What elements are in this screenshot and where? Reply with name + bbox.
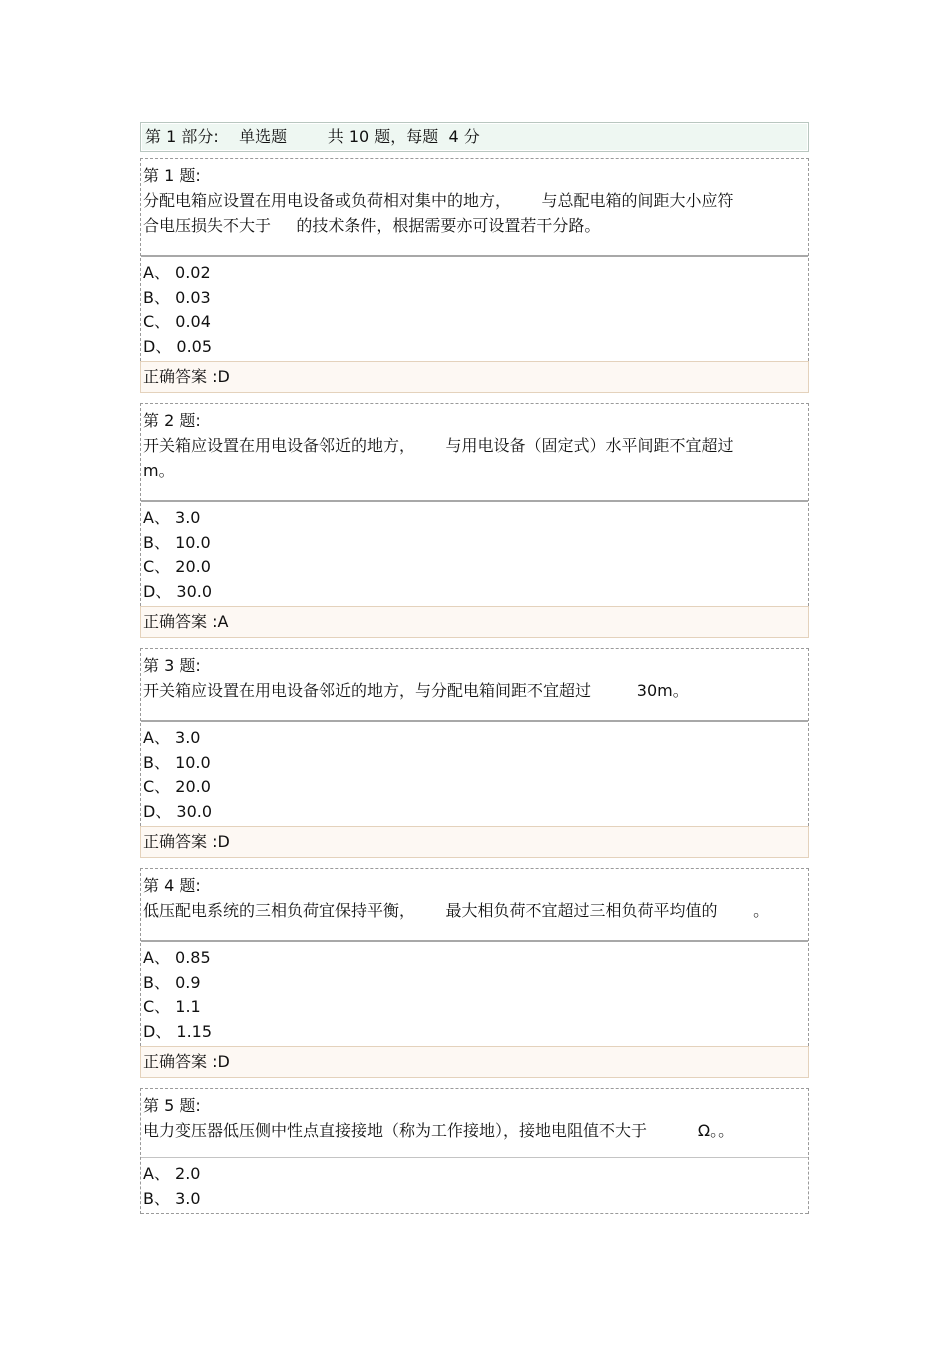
- option-a[interactable]: A、 3.0: [143, 728, 201, 747]
- option-a[interactable]: A、 0.02: [143, 263, 211, 282]
- question-number: 第 2 题:: [143, 411, 201, 430]
- options-list: [141, 500, 808, 606]
- question-4: [140, 868, 809, 1046]
- options-list: [141, 720, 808, 826]
- question-number: 第 5 题:: [143, 1096, 201, 1115]
- question-2: [140, 403, 809, 606]
- stem-line: m。: [143, 461, 175, 480]
- option-b[interactable]: B、 3.0: [143, 1188, 201, 1208]
- option-c[interactable]: C、 0.04: [143, 312, 211, 331]
- option-b[interactable]: B、 0.03: [143, 287, 211, 307]
- stem-line: 开关箱应设置在用电设备邻近的地方， 与用电设备（固定式）水平间距不宜超过: [143, 436, 734, 455]
- stem-line: 合电压损失不大于 的技术条件，根据需要亦可设置若干分路。: [143, 216, 601, 235]
- question-stem: [141, 159, 808, 255]
- option-a[interactable]: A、 3.0: [143, 508, 201, 527]
- option-c[interactable]: C、 1.1: [143, 997, 201, 1016]
- options-list: [141, 940, 808, 1046]
- stem-line: 电力变压器低压侧中性点直接接地（称为工作接地），接地电阻值不大于 Ω。。: [143, 1121, 735, 1140]
- option-b[interactable]: B、 0.9: [143, 972, 201, 992]
- option-b[interactable]: B、 10.0: [143, 752, 211, 772]
- correct-answer: 正确答案 :D: [140, 1046, 809, 1078]
- question-stem: [141, 1089, 808, 1157]
- correct-answer: 正确答案 :A: [140, 606, 809, 638]
- options-list: [141, 1157, 808, 1214]
- correct-answer: 正确答案 :D: [140, 826, 809, 858]
- option-a[interactable]: A、 0.85: [143, 948, 211, 967]
- question-stem: [141, 869, 808, 940]
- question-1: [140, 158, 809, 361]
- question-number: 第 1 题:: [143, 166, 201, 185]
- option-c[interactable]: C、 20.0: [143, 557, 211, 576]
- options-list: [141, 255, 808, 361]
- question-3: [140, 648, 809, 826]
- section-header: 第 1 部分: 单选题 共 10 题，每题 4 分: [140, 122, 809, 152]
- question-5: [140, 1088, 809, 1214]
- question-number: 第 4 题:: [143, 876, 201, 895]
- option-d[interactable]: D、 1.15: [143, 1021, 213, 1041]
- stem-line: 低压配电系统的三相负荷宜保持平衡， 最大相负荷不宜超过三相负荷平均值的 。: [143, 901, 770, 920]
- question-number: 第 3 题:: [143, 656, 201, 675]
- option-d[interactable]: D、 0.05: [143, 336, 213, 356]
- question-stem: [141, 404, 808, 500]
- exam-sheet: [140, 122, 809, 1214]
- option-c[interactable]: C、 20.0: [143, 777, 211, 796]
- option-a[interactable]: A、 2.0: [143, 1164, 201, 1183]
- question-stem: [141, 649, 808, 720]
- option-d[interactable]: D、 30.0: [143, 581, 213, 601]
- option-d[interactable]: D、 30.0: [143, 801, 213, 821]
- option-b[interactable]: B、 10.0: [143, 532, 211, 552]
- correct-answer: 正确答案 :D: [140, 361, 809, 393]
- stem-line: 开关箱应设置在用电设备邻近的地方，与分配电箱间距不宜超过 30m。: [143, 681, 689, 700]
- stem-line: 分配电箱应设置在用电设备或负荷相对集中的地方， 与总配电箱的间距大小应符: [143, 191, 734, 210]
